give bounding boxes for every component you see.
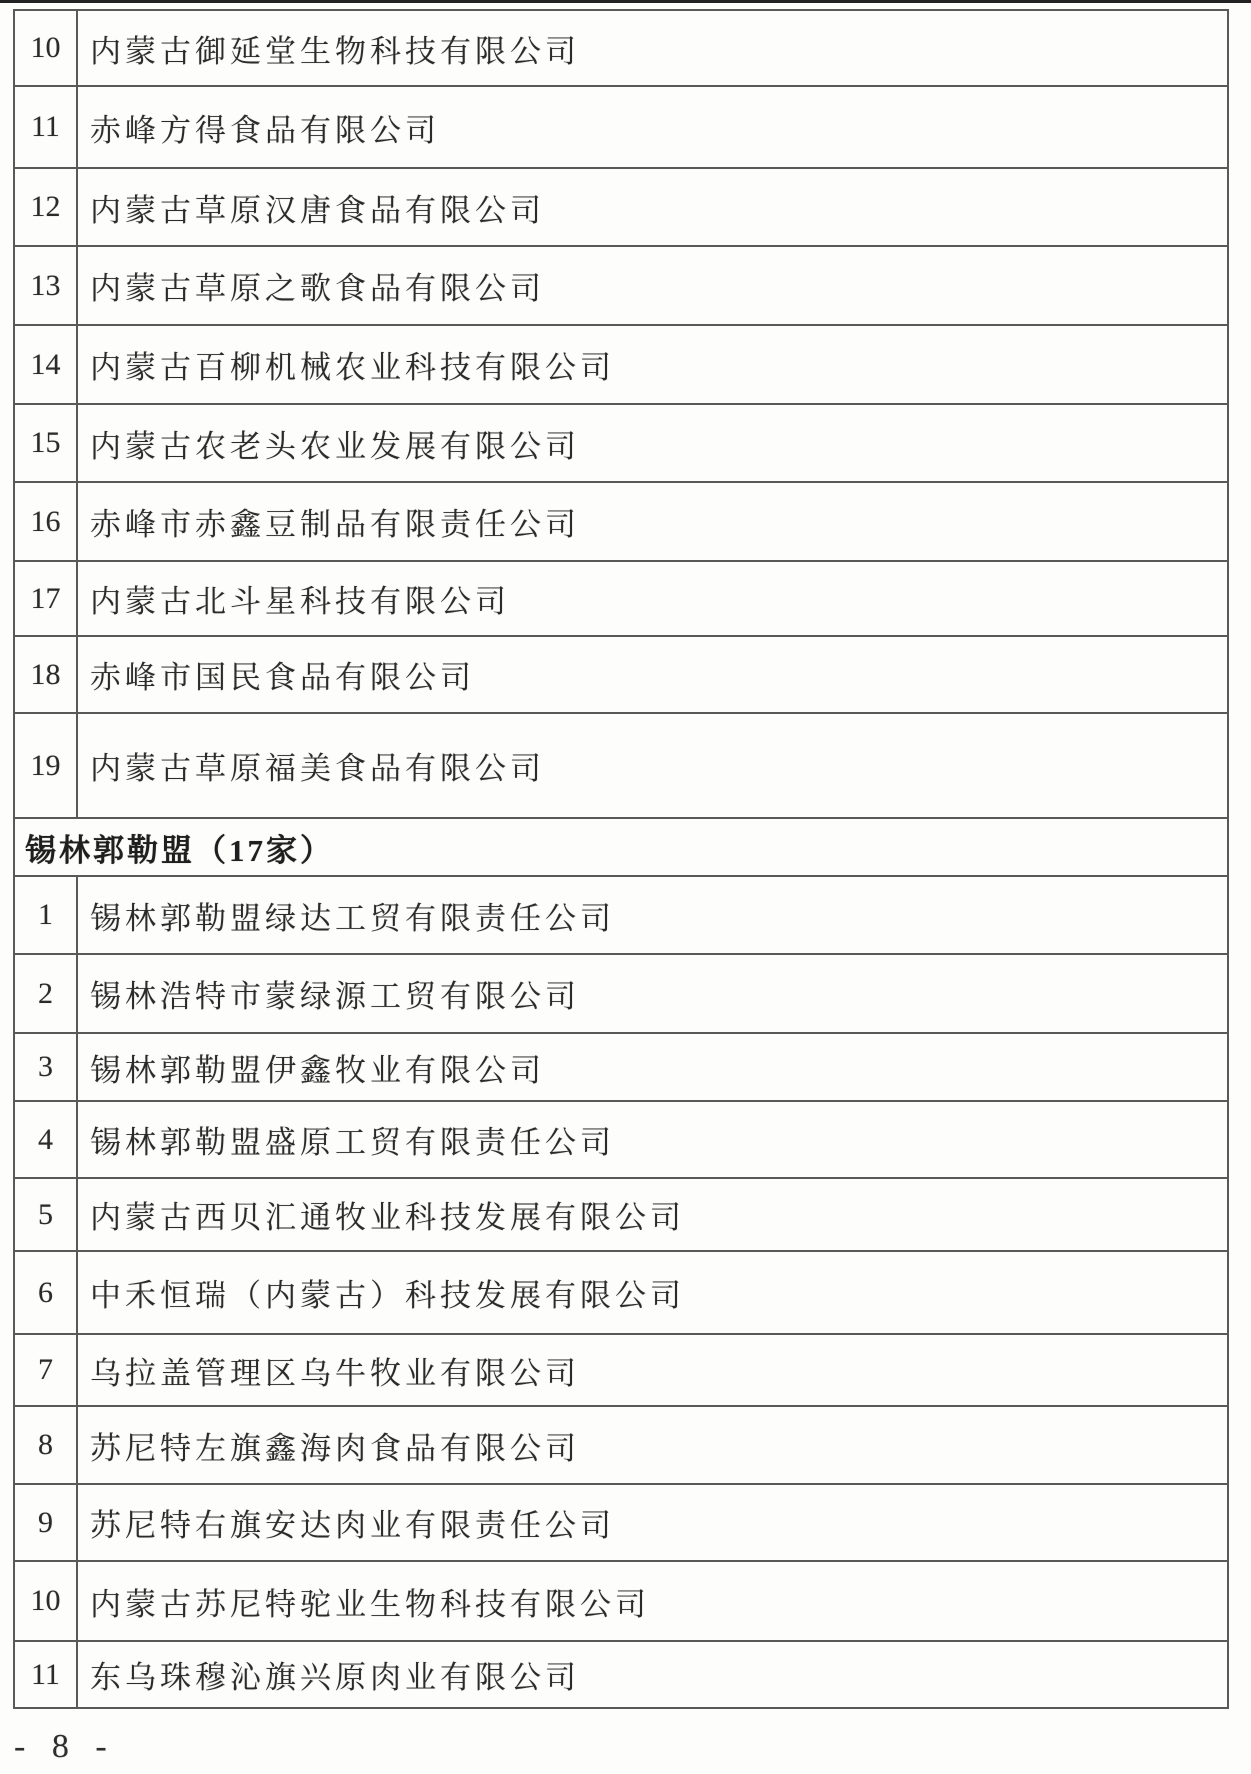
row-number: 12: [15, 169, 78, 245]
company-name: 内蒙古草原福美食品有限公司: [90, 751, 545, 786]
company-name: 锡林郭勒盟盛原工贸有限责任公司: [90, 1125, 615, 1160]
row-number: 13: [15, 247, 78, 324]
section-header-label: 锡林郭勒盟（17家）: [25, 832, 334, 868]
company-name: 乌拉盖管理区乌牛牧业有限公司: [90, 1355, 580, 1391]
table-row: [15, 11, 1227, 87]
table-row: [15, 1252, 1227, 1335]
row-number: 7: [15, 1335, 78, 1405]
table-row: [15, 483, 1227, 562]
company-name: 苏尼特右旗安达肉业有限责任公司: [90, 1508, 615, 1543]
row-number: 11: [15, 1642, 78, 1707]
table-row: [15, 1335, 1227, 1407]
company-name: 内蒙古北斗星科技有限公司: [90, 584, 510, 619]
row-number: 6: [15, 1252, 78, 1333]
company-name: 锡林浩特市蒙绿源工贸有限公司: [90, 979, 580, 1014]
table-row: [15, 955, 1227, 1034]
company-name: 中禾恒瑞（内蒙古）科技发展有限公司: [90, 1278, 685, 1313]
table-row: [15, 637, 1227, 714]
page-number: - 8 -: [14, 1728, 109, 1765]
company-name: 内蒙古草原之歌食品有限公司: [90, 271, 545, 306]
row-number: 15: [15, 405, 78, 481]
row-number: 8: [15, 1407, 78, 1483]
row-number: 17: [15, 562, 78, 635]
row-number: 10: [15, 11, 78, 85]
table-row: [15, 1642, 1227, 1709]
table-row: [15, 562, 1227, 637]
table-row: [15, 1034, 1227, 1102]
row-number: 3: [15, 1034, 78, 1100]
company-name: 苏尼特左旗鑫海肉食品有限公司: [90, 1430, 580, 1466]
company-name: 东乌珠穆沁旗兴原肉业有限公司: [90, 1660, 580, 1695]
table-row: [15, 877, 1227, 955]
table-row: [15, 1102, 1227, 1179]
row-number: 5: [15, 1179, 78, 1250]
row-number: 11: [15, 87, 78, 167]
table-row: [15, 326, 1227, 405]
row-number: 1: [15, 877, 78, 953]
section-header-row: [15, 819, 1227, 877]
row-number: 2: [15, 955, 78, 1032]
row-number: 18: [15, 637, 78, 712]
row-number: 10: [15, 1562, 78, 1640]
company-name: 内蒙古御延堂生物科技有限公司: [90, 33, 580, 69]
table-row: [15, 87, 1227, 169]
company-name: 赤峰市赤鑫豆制品有限责任公司: [90, 507, 580, 542]
company-name: 内蒙古草原汉唐食品有限公司: [90, 192, 545, 228]
company-name: 内蒙古农老头农业发展有限公司: [90, 428, 580, 464]
company-name: 赤峰市国民食品有限公司: [90, 660, 475, 695]
row-number: 4: [15, 1102, 78, 1177]
company-name: 锡林郭勒盟伊鑫牧业有限公司: [90, 1052, 545, 1088]
table-row: [15, 714, 1227, 819]
company-name: 赤峰方得食品有限公司: [90, 112, 440, 148]
company-name: 内蒙古百柳机械农业科技有限公司: [90, 350, 615, 385]
table-row: [15, 247, 1227, 326]
company-name: 内蒙古苏尼特驼业生物科技有限公司: [90, 1586, 650, 1622]
company-name: 锡林郭勒盟绿达工贸有限责任公司: [90, 900, 615, 936]
row-number: 19: [15, 714, 78, 817]
company-list-table: [13, 9, 1229, 1709]
row-number: 9: [15, 1485, 78, 1560]
row-number: 14: [15, 326, 78, 403]
table-row: [15, 1407, 1227, 1485]
table-row: [15, 169, 1227, 247]
table-row: [15, 1179, 1227, 1252]
company-name: 内蒙古西贝汇通牧业科技发展有限公司: [90, 1200, 685, 1235]
table-row: [15, 405, 1227, 483]
scan-page-top-edge-line: [0, 0, 1251, 3]
table-row: [15, 1485, 1227, 1562]
row-number: 16: [15, 483, 78, 560]
table-row: [15, 1562, 1227, 1642]
